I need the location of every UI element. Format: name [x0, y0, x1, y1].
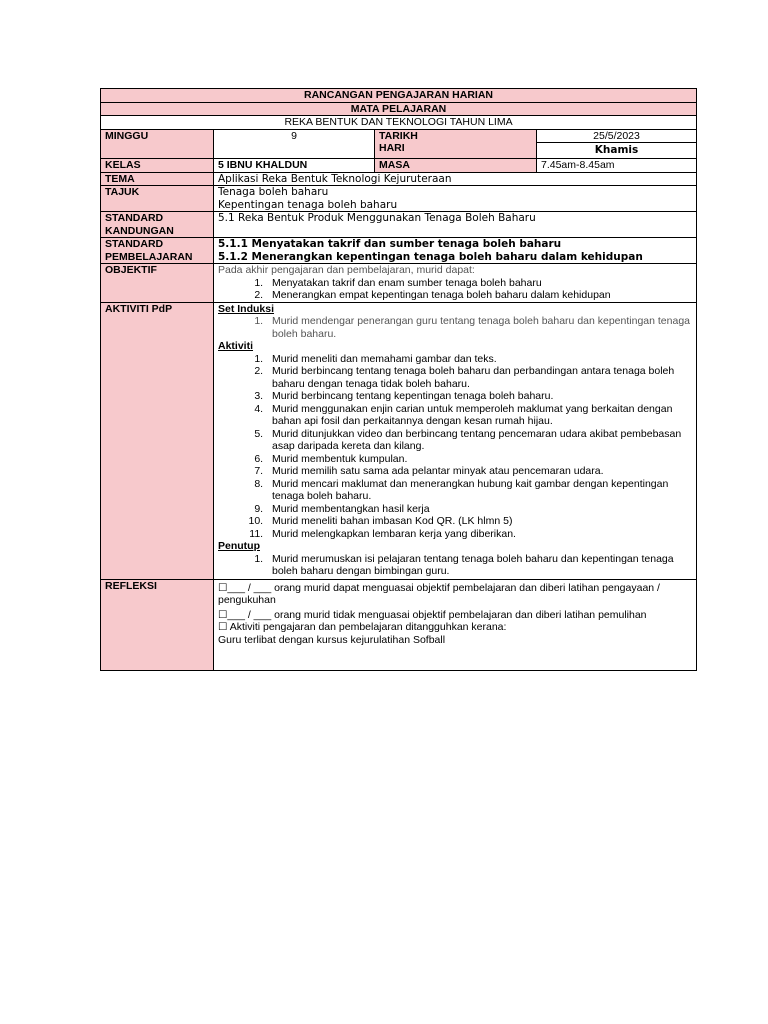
subject-label: MATA PELAJARAN: [101, 102, 697, 116]
minggu-value: 9: [214, 129, 375, 159]
penutup-title: Penutup: [218, 540, 260, 552]
induksi-title: Set Induksi: [218, 302, 275, 315]
sk-label-1: STANDARD: [105, 212, 164, 224]
refleksi-line-2: ☐___ / ___ orang murid tidak menguasai objektif pembelajaran dan diberi latihan pemulihan: [218, 608, 647, 621]
aktiviti-value: [214, 302, 697, 579]
list-item: 1. Murid meneliti dan memahami gambar dan teks.: [266, 353, 692, 366]
aktiviti-row: [101, 302, 697, 579]
penutup-list: [218, 553, 692, 578]
tajuk-label: TAJUK: [101, 186, 214, 212]
tema-value: Aplikasi Reka Bentuk Teknologi Kejuruteraan: [214, 172, 697, 186]
refleksi-value: [214, 579, 697, 670]
objektif-intro: Pada akhir pengajaran dan pembelajaran, murid dapat:: [218, 264, 475, 276]
sp-value: [214, 238, 697, 264]
list-item: 1. Murid mendengar penerangan guru tentang tenaga boleh baharu dan kepentingan tenaga boleh baharu.: [266, 315, 692, 340]
tajuk-row: [101, 186, 697, 212]
plan-title: RANCANGAN PENGAJARAN HARIAN: [101, 89, 697, 103]
list-item: 7. Murid memilih satu sama ada pelantar minyak atau pencemaran udara.: [266, 465, 692, 478]
sp-label-1: STANDARD: [105, 238, 164, 250]
kelas-label: KELAS: [101, 159, 214, 173]
tarikh-hari-label: [375, 129, 537, 159]
induksi-list: [218, 315, 692, 340]
lesson-plan-table: [100, 88, 697, 671]
hari-label: HARI: [379, 142, 405, 154]
masa-label: MASA: [375, 159, 537, 173]
sp-row: [101, 238, 697, 264]
list-item: 5. Murid ditunjukkan video dan berbincang tentang pencemaran udara akibat pembebasan asap daripada kereta dan kilang.: [266, 428, 692, 453]
list-item: 8. Murid mencari maklumat dan menerangkan hubung kait gambar dengan kepentingan tenaga boleh baharu.: [266, 478, 692, 503]
tema-row: [101, 172, 697, 186]
refleksi-line-1: ☐___ / ___ orang murid dapat menguasai objektif pembelajaran dan diberi latihan pengayaan / pengukuhan: [218, 581, 660, 606]
sp-item-1: 5.1.1 Menyatakan takrif dan sumber tenaga boleh baharu: [218, 238, 562, 250]
tema-label: TEMA: [101, 172, 214, 186]
hari-value: Khamis: [537, 143, 697, 159]
list-item: 4. Murid menggunakan enjin carian untuk memperoleh maklumat yang berkaitan dengan bahan api fosil dan perkaitannya dengan kesan rumah hijau.: [266, 403, 692, 428]
objektif-label: OBJEKTIF: [101, 264, 214, 303]
tajuk-line-2: Kepentingan tenaga boleh baharu: [218, 198, 398, 211]
minggu-label: MINGGU: [101, 129, 214, 159]
tarikh-value: 25/5/2023: [537, 129, 697, 143]
sk-label-2: KANDUNGAN: [105, 224, 174, 237]
aktiviti-label: AKTIVITI PdP: [101, 302, 214, 579]
subject-label-row: [101, 102, 697, 116]
sp-label: [101, 238, 214, 264]
tarikh-label: TARIKH: [379, 129, 418, 142]
refleksi-label: REFLEKSI: [101, 579, 214, 670]
objektif-list: [218, 277, 692, 302]
title-row: [101, 89, 697, 103]
list-item: 11. Murid melengkapkan lembaran kerja yang diberikan.: [266, 528, 692, 541]
subject-row: [101, 116, 697, 130]
list-item: 9. Murid membentangkan hasil kerja: [266, 503, 692, 516]
sp-item-2: 5.1.2 Menerangkan kepentingan tenaga boleh baharu dalam kehidupan: [218, 250, 643, 263]
refleksi-line-4: Guru terlibat dengan kursus kejurulatihan Sofball: [218, 633, 446, 646]
kelas-row: [101, 159, 697, 173]
kelas-value: 5 IBNU KHALDUN: [214, 159, 375, 173]
list-item: 2. Murid berbincang tentang tenaga boleh baharu dan perbandingan antara tenaga boleh baharu dengan tenaga tidak boleh baharu.: [266, 365, 692, 390]
aktiviti-list: [218, 353, 692, 541]
objektif-value: [214, 264, 697, 303]
masa-value: 7.45am-8.45am: [537, 159, 697, 173]
minggu-row: [101, 129, 697, 143]
sp-label-2: PEMBELAJARAN: [105, 250, 193, 263]
aktiviti-title: Aktiviti: [218, 340, 254, 352]
list-item: 6. Murid membentuk kumpulan.: [266, 453, 692, 466]
list-item: 10. Murid meneliti bahan imbasan Kod QR. (LK hlmn 5): [266, 515, 692, 528]
list-item: 1. Murid merumuskan isi pelajaran tentang tenaga boleh baharu dan kepentingan tenaga boleh baharu dengan bimbingan guru.: [266, 553, 692, 578]
sk-row: [101, 212, 697, 238]
list-item: 2. Menerangkan empat kepentingan tenaga boleh baharu dalam kehidupan: [266, 289, 692, 302]
list-item: 3. Murid berbincang tentang kepentingan tenaga boleh baharu.: [266, 390, 692, 403]
tajuk-line-1: Tenaga boleh baharu: [218, 186, 329, 198]
sk-value: 5.1 Reka Bentuk Produk Menggunakan Tenaga Boleh Baharu: [214, 212, 697, 238]
list-item: 1. Menyatakan takrif dan enam sumber tenaga boleh baharu: [266, 277, 692, 290]
refleksi-line-3: ☐ Aktiviti pengajaran dan pembelajaran ditangguhkan kerana:: [218, 621, 507, 633]
objektif-row: [101, 264, 697, 303]
tajuk-value: [214, 186, 697, 212]
sk-label: [101, 212, 214, 238]
refleksi-row: [101, 579, 697, 670]
subject-value: REKA BENTUK DAN TEKNOLOGI TAHUN LIMA: [101, 116, 697, 130]
